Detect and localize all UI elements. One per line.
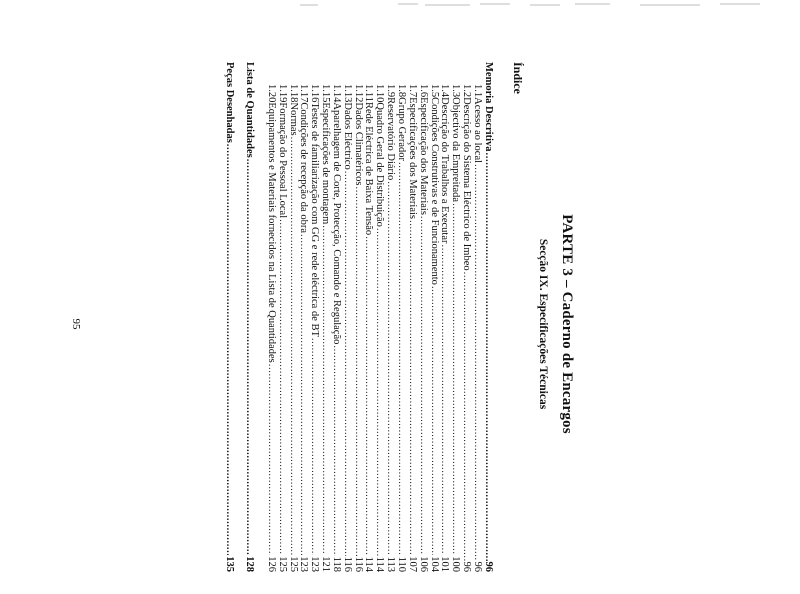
toc-entry[interactable] xyxy=(461,84,472,572)
toc-page: 128 xyxy=(244,556,255,572)
toc-page: 121 xyxy=(320,556,332,572)
leader-dots xyxy=(298,234,309,555)
leader-dots xyxy=(224,144,235,555)
leader-dots xyxy=(396,162,407,556)
leader-dots xyxy=(353,186,364,555)
toc-entry-memoria[interactable] xyxy=(483,62,494,572)
toc-number: 1.17 xyxy=(298,84,310,103)
toc-number: 1.20 xyxy=(265,84,277,103)
toc-entry[interactable] xyxy=(364,84,375,572)
toc-number: 1.8 xyxy=(396,84,408,98)
toc-entry[interactable] xyxy=(450,84,461,572)
section-title: Secção IX. Especificações Técnicas xyxy=(537,238,549,410)
toc-number: 1.10 xyxy=(374,84,386,103)
toc-page: 123 xyxy=(309,556,321,572)
toc-page: 116 xyxy=(341,556,353,572)
toc-number: 1.2 xyxy=(461,84,473,98)
toc-page: 116 xyxy=(352,556,364,572)
toc-entry[interactable] xyxy=(298,84,309,572)
toc-page: 100 xyxy=(450,556,462,572)
toc-entry[interactable] xyxy=(374,84,385,572)
leader-dots xyxy=(288,137,299,556)
leader-dots xyxy=(331,345,342,555)
toc-number: 1.6 xyxy=(417,84,429,98)
toc-number: 1.4 xyxy=(439,84,451,98)
toc-page: 96 xyxy=(483,561,494,572)
toc-entry[interactable] xyxy=(331,84,342,572)
leader-dots xyxy=(277,219,288,555)
toc-entry-pecas[interactable] xyxy=(224,62,235,572)
toc-number: 1.1 xyxy=(472,84,483,98)
toc-number: 1.18 xyxy=(287,84,299,103)
toc-page: 125 xyxy=(287,556,299,572)
toc-page: 106 xyxy=(417,556,429,572)
toc-number: 1.11 xyxy=(363,84,375,102)
leader-dots xyxy=(374,228,385,556)
toc-label: Normas xyxy=(287,102,299,136)
leader-dots xyxy=(450,203,461,555)
scan-edge-artifacts xyxy=(0,0,800,10)
toc-number: 1.7 xyxy=(406,84,418,98)
leader-dots xyxy=(244,159,255,556)
toc-label: Dados Climatéricos xyxy=(352,102,364,186)
leader-dots xyxy=(364,236,375,555)
toc-entry[interactable] xyxy=(266,84,277,572)
toc-number: 1.9 xyxy=(385,84,397,98)
toc-label: Objectivo da Empreitada xyxy=(450,97,462,203)
toc-entry[interactable] xyxy=(429,84,440,572)
part-title: PARTE 3 – Caderno de Encargos xyxy=(559,214,575,434)
leader-dots xyxy=(461,272,472,561)
toc-page: 107 xyxy=(406,556,418,572)
toc-entry[interactable] xyxy=(353,84,364,572)
toc-label: Descrição do Sistema Eléctrico de Imbeo xyxy=(461,97,473,271)
toc-page: 114 xyxy=(363,556,375,572)
leader-dots xyxy=(266,364,277,555)
toc-label: Reservatório Diário xyxy=(385,97,397,181)
toc-page: 118 xyxy=(330,556,342,572)
leader-dots xyxy=(309,338,320,555)
toc-label: Formação do Pessoal Local xyxy=(276,102,288,219)
toc-page: 96 xyxy=(472,561,483,572)
toc-page: 114 xyxy=(374,556,386,572)
toc-page: 104 xyxy=(428,556,440,572)
toc-page: 113 xyxy=(385,556,397,572)
toc-number: 1.15 xyxy=(320,84,332,103)
toc-entry[interactable] xyxy=(342,84,353,572)
toc-label: Memoria Descritiva xyxy=(483,62,494,152)
toc-page: 101 xyxy=(439,556,451,572)
toc-entry[interactable] xyxy=(407,84,418,572)
toc-label: Especificações de montagem xyxy=(320,102,332,225)
toc-label: Acesso ao local xyxy=(472,97,483,164)
toc-label: Peças Desenhadas xyxy=(224,62,235,143)
leader-dots xyxy=(320,225,331,555)
toc-label: Testes de familiarização com GG e rede eléctrica de BT xyxy=(309,102,321,337)
toc-entry[interactable] xyxy=(277,84,288,572)
leader-dots xyxy=(418,216,429,555)
toc-entry[interactable] xyxy=(320,84,331,572)
leader-dots xyxy=(385,181,396,555)
index-heading: Índice xyxy=(511,62,525,95)
toc-page: 135 xyxy=(224,556,235,572)
leader-dots xyxy=(483,153,494,561)
leader-dots xyxy=(342,171,353,556)
toc-page: 110 xyxy=(396,556,408,572)
toc-label: Aparelhagem de Corte, Protecção, Comando e Regulação xyxy=(330,102,342,345)
leader-dots xyxy=(429,286,440,555)
toc-label: Descrição do Trabalhos a Executar xyxy=(439,97,451,244)
rotated-index-page xyxy=(55,54,575,594)
toc-label: Especificações dos Materiais xyxy=(406,97,418,219)
toc-label: Equipamentos e Materiais fornecidos na Lista de Quantidades xyxy=(265,102,277,363)
toc-entry[interactable] xyxy=(439,84,450,572)
toc-number: 1.3 xyxy=(450,84,462,98)
toc-number: 1.14 xyxy=(330,84,342,103)
toc-page: 126 xyxy=(265,556,277,572)
toc-entry[interactable] xyxy=(396,84,407,572)
toc-number: 1.16 xyxy=(309,84,321,103)
toc-entry[interactable] xyxy=(288,84,299,572)
toc-entry[interactable] xyxy=(472,84,483,572)
toc-page: 125 xyxy=(276,556,288,572)
toc-entry[interactable] xyxy=(418,84,429,572)
toc-page: 123 xyxy=(298,556,310,572)
toc-label: Condições de recepção da obra xyxy=(298,102,310,233)
leader-dots xyxy=(439,245,450,556)
page-number: 95 xyxy=(70,318,82,330)
leader-dots xyxy=(407,220,418,555)
toc-label: Condições Construtivas e de Funcionamento xyxy=(428,97,440,285)
toc-number: 1.12 xyxy=(352,84,364,103)
toc-entry[interactable] xyxy=(309,84,320,572)
toc-number: 1.19 xyxy=(276,84,288,103)
toc-number: 1.5 xyxy=(428,84,440,98)
leader-dots xyxy=(472,164,483,560)
toc-entry-lista[interactable] xyxy=(244,62,255,572)
toc-number: 1.13 xyxy=(341,84,353,103)
toc-label: Quadro Geral de Distribuição xyxy=(374,102,386,227)
toc-label: Grupo Gerador xyxy=(396,97,408,161)
toc-entry[interactable] xyxy=(385,84,396,572)
toc-label: Dados Eléctrico xyxy=(341,102,353,170)
toc-label: Especificação dos Materiais xyxy=(417,97,429,215)
toc-label: Lista de Quantidades xyxy=(244,62,255,158)
toc-page: 96 xyxy=(461,561,473,572)
toc-label: Rede Eléctrica de Baixa Tensão xyxy=(363,102,375,236)
